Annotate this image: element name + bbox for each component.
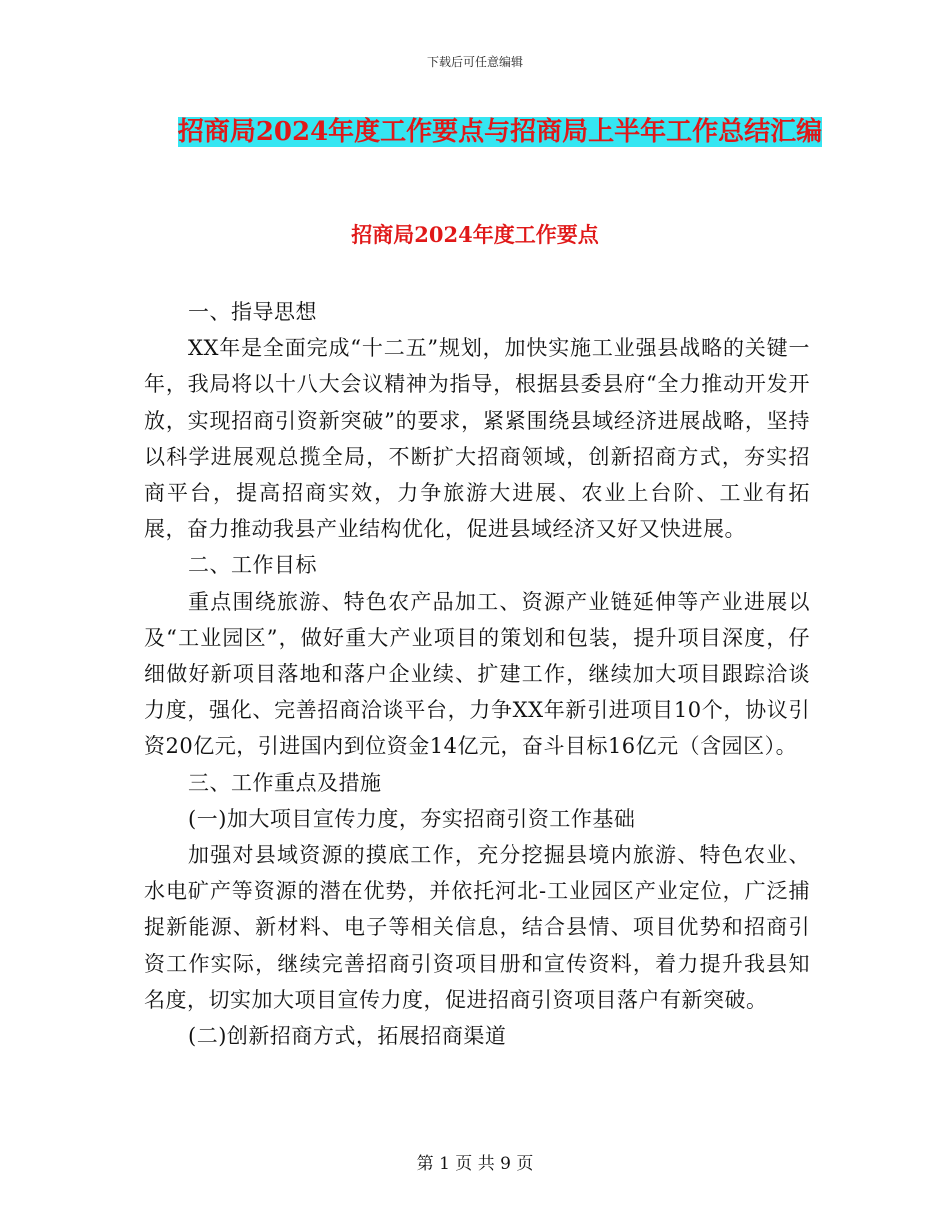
heading-guiding-thought: 一、指导思想 xyxy=(188,300,317,324)
section-title: 招商局2024年度工作要点 xyxy=(351,222,599,247)
body-text xyxy=(144,294,810,1054)
header-note: 下载后可任意编辑 xyxy=(426,55,523,69)
heading-work-goals: 二、工作目标 xyxy=(188,553,317,578)
paragraph-guiding-thought: XX年是全面完成“十二五”规划，加快实施工业强县战略的关键一年，我局将以十八大会议精神为指导，根据县委县府“全力推动开发开放，实现招商引资新突破”的要求，紧紧围绕县域经济进展战略，坚持以科学进展观总揽全局，不断扩大招商领域，创新招商方式，夯实招商平台，提高招商实效，力争旅游大进展、农业上台阶、工业有拓展，奋力推动我县产业结构优化，促进县域经济又好又快进展。 xyxy=(144,336,810,542)
page-footer: 第 1 页 共 9 页 xyxy=(416,1154,534,1174)
paragraph-work-goals: 重点围绕旅游、特色农产品加工、资源产业链延伸等产业进展以及“工业园区”，做好重大产业项目的策划和包装，提升项目深度，仔细做好新项目落地和落户企业续、扩建工作，继续加大项目跟踪洽谈力度，强化、完善招商洽谈平台，力争XX年新引进项目10个，协议引资20亿元，引进国内到位资金14亿元，奋斗目标16亿元（含园区）。 xyxy=(144,589,810,759)
subheading-2: (二)创新招商方式，拓展招商渠道 xyxy=(188,1024,507,1049)
main-title-text: 招商局2024年度工作要点与招商局上半年工作总结汇编 xyxy=(177,117,823,147)
paragraph-project-promotion: 加强对县域资源的摸底工作，充分挖掘县境内旅游、特色农业、水电矿产等资源的潜在优势，并依托河北-工业园区产业定位，广泛捕捉新能源、新材料、电子等相关信息，结合县情、项目优势和招商引资工作实际，继续完善招商引资项目册和宣传资料，着力提升我县知名度，切实加大项目宣传力度，促进招商引资项目落户有新突破。 xyxy=(144,843,810,1012)
heading-key-work-measures: 三、工作重点及措施 xyxy=(188,770,382,795)
subheading-1: (一)加大项目宣传力度，夯实招商引资工作基础 xyxy=(188,806,636,831)
main-title xyxy=(150,110,850,154)
